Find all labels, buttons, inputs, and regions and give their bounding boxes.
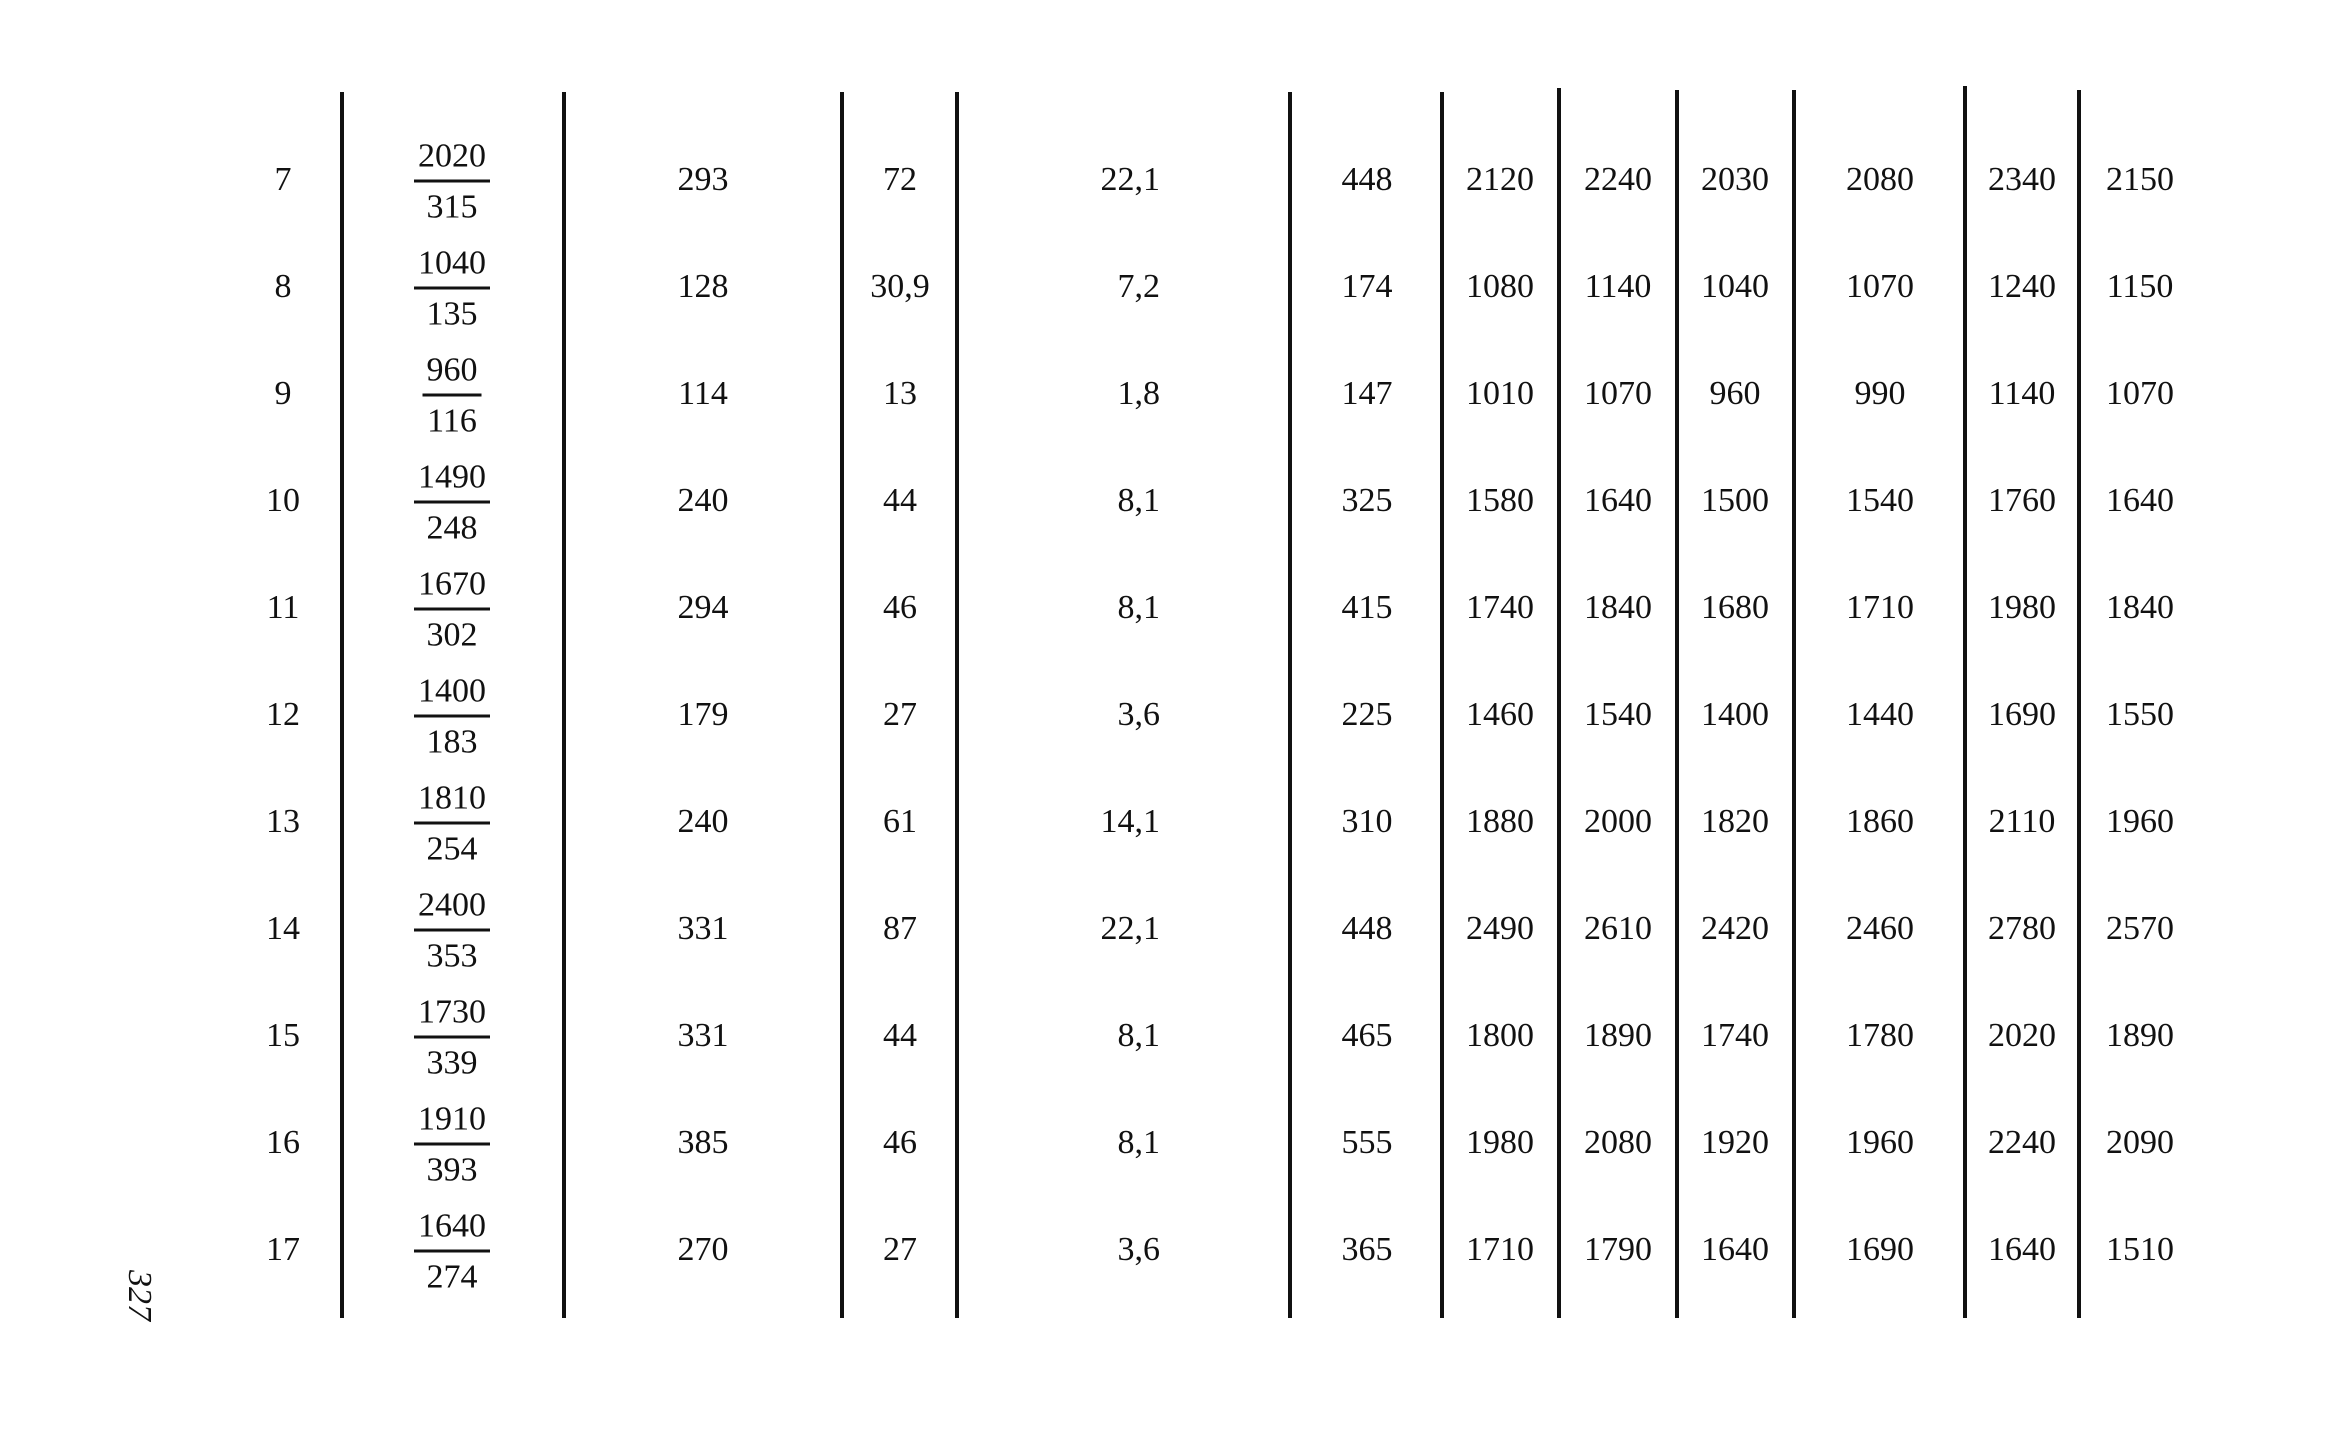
- table-cell-c12: 1640: [2106, 482, 2174, 519]
- table-cell-c5: 3,6: [1117, 1231, 1160, 1268]
- fraction-numerator: 1910: [414, 1103, 490, 1146]
- table-cell-c4: 30,9: [870, 268, 930, 305]
- table-cell-c5: 22,1: [1100, 910, 1160, 947]
- fraction-denominator: 353: [426, 937, 478, 975]
- table-cell-c7: 2120: [1466, 161, 1534, 198]
- table-cell-c8: 2000: [1584, 803, 1652, 840]
- table-cell-c7: 1010: [1466, 375, 1534, 412]
- column-rule: [1288, 92, 1292, 1318]
- row-number: 10: [266, 482, 300, 519]
- table-cell-c11: 1640: [1988, 1231, 2056, 1268]
- table-cell-c8: 1540: [1584, 696, 1652, 733]
- fraction-cell: [414, 244, 490, 333]
- table-cell-c12: 1550: [2106, 696, 2174, 733]
- table-cell-c11: 2340: [1988, 161, 2056, 198]
- fraction-numerator: 1490: [414, 461, 490, 504]
- table-cell-c6: 555: [1341, 1124, 1393, 1161]
- table-cell-c5: 8,1: [1117, 482, 1160, 519]
- fraction-numerator: 1810: [414, 782, 490, 825]
- table-cell-c11: 2020: [1988, 1017, 2056, 1054]
- table-cell-c10: 1440: [1846, 696, 1914, 733]
- column-rule: [840, 92, 844, 1318]
- table-cell-c3: 294: [677, 589, 729, 626]
- table-cell-c12: 2570: [2106, 910, 2174, 947]
- table-cell-c6: 465: [1341, 1017, 1393, 1054]
- table-cell-c4: 87: [883, 910, 917, 947]
- fraction-denominator: 135: [426, 295, 478, 333]
- table-cell-c8: 2240: [1584, 161, 1652, 198]
- fraction-denominator: 302: [426, 616, 478, 654]
- table-cell-c6: 174: [1341, 268, 1393, 305]
- table-cell-c10: 2080: [1846, 161, 1914, 198]
- column-rule: [1675, 90, 1679, 1318]
- fraction-numerator: 1400: [414, 675, 490, 718]
- table-cell-c6: 147: [1341, 375, 1393, 412]
- table-cell-c3: 128: [677, 268, 729, 305]
- table-cell-c11: 1760: [1988, 482, 2056, 519]
- row-number: 17: [266, 1231, 300, 1268]
- table-cell-c10: 2460: [1846, 910, 1914, 947]
- table-cell-c3: 270: [677, 1231, 729, 1268]
- table-cell-c8: 1840: [1584, 589, 1652, 626]
- table-cell-c3: 114: [678, 375, 728, 412]
- table-cell-c3: 240: [677, 482, 729, 519]
- table-cell-c5: 8,1: [1117, 1017, 1160, 1054]
- table-cell-c4: 27: [883, 696, 917, 733]
- table-cell-c9: 1040: [1701, 268, 1769, 305]
- row-number: 13: [266, 803, 300, 840]
- page-number: 327: [121, 1270, 158, 1321]
- table-cell-c6: 225: [1341, 696, 1393, 733]
- table-cell-c9: 2420: [1701, 910, 1769, 947]
- table-cell-c6: 310: [1341, 803, 1393, 840]
- table-cell-c6: 448: [1341, 910, 1393, 947]
- table-cell-c4: 72: [883, 161, 917, 198]
- table-cell-c5: 7,2: [1117, 268, 1160, 305]
- fraction-numerator: 1640: [414, 1210, 490, 1253]
- table-cell-c4: 27: [883, 1231, 917, 1268]
- fraction-cell: [414, 565, 490, 654]
- table-cell-c6: 365: [1341, 1231, 1393, 1268]
- table-cell-c10: 1710: [1846, 589, 1914, 626]
- column-rule: [1440, 92, 1444, 1318]
- table-cell-c5: 8,1: [1117, 1124, 1160, 1161]
- row-number: 7: [274, 161, 292, 198]
- table-cell-c3: 331: [677, 910, 729, 947]
- fraction-cell: [414, 779, 490, 868]
- table-cell-c7: 1880: [1466, 803, 1534, 840]
- row-number: 15: [266, 1017, 300, 1054]
- table-cell-c11: 1690: [1988, 696, 2056, 733]
- table-cell-c11: 1140: [1988, 375, 2056, 412]
- table-cell-c8: 1890: [1584, 1017, 1652, 1054]
- fraction-cell: [414, 137, 490, 226]
- row-number: 11: [266, 589, 300, 626]
- table-cell-c4: 61: [883, 803, 917, 840]
- table-cell-c10: 1690: [1846, 1231, 1914, 1268]
- column-rule: [1963, 86, 1967, 1318]
- row-number: 9: [274, 375, 292, 412]
- table-cell-c5: 1,8: [1117, 375, 1160, 412]
- table-cell-c3: 385: [677, 1124, 729, 1161]
- table-cell-c9: 1740: [1701, 1017, 1769, 1054]
- fraction-cell: [414, 672, 490, 761]
- column-rule: [955, 92, 959, 1318]
- row-number: 12: [266, 696, 300, 733]
- column-rule: [1792, 90, 1796, 1318]
- table-cell-c6: 325: [1341, 482, 1393, 519]
- table-cell-c5: 8,1: [1117, 589, 1160, 626]
- table-cell-c12: 1510: [2106, 1231, 2174, 1268]
- table-cell-c9: 1920: [1701, 1124, 1769, 1161]
- fraction-numerator: 2400: [414, 889, 490, 932]
- table-cell-c11: 2780: [1988, 910, 2056, 947]
- fraction-numerator: 960: [423, 354, 482, 397]
- table-cell-c7: 1980: [1466, 1124, 1534, 1161]
- table-cell-c9: 1500: [1701, 482, 1769, 519]
- table-cell-c7: 1580: [1466, 482, 1534, 519]
- table-cell-c8: 1070: [1584, 375, 1652, 412]
- fraction-cell: [414, 993, 490, 1082]
- fraction-cell: [414, 458, 490, 547]
- table-cell-c3: 240: [677, 803, 729, 840]
- table-cell-c3: 179: [677, 696, 729, 733]
- table-cell-c7: 2490: [1466, 910, 1534, 947]
- table-cell-c7: 1800: [1466, 1017, 1534, 1054]
- table-cell-c6: 448: [1341, 161, 1393, 198]
- table-cell-c5: 3,6: [1117, 696, 1160, 733]
- table-cell-c12: 1960: [2106, 803, 2174, 840]
- table-cell-c10: 1860: [1846, 803, 1914, 840]
- fraction-cell: [423, 351, 482, 440]
- table-cell-c5: 22,1: [1100, 161, 1160, 198]
- fraction-numerator: 1730: [414, 996, 490, 1039]
- table-cell-c3: 331: [677, 1017, 729, 1054]
- table-cell-c7: 1740: [1466, 589, 1534, 626]
- fraction-denominator: 393: [426, 1151, 478, 1189]
- table-cell-c3: 293: [677, 161, 729, 198]
- table-cell-c7: 1080: [1466, 268, 1534, 305]
- table-cell-c8: 2080: [1584, 1124, 1652, 1161]
- column-rule: [340, 92, 344, 1318]
- table-cell-c10: 1960: [1846, 1124, 1914, 1161]
- table-cell-c9: 1820: [1701, 803, 1769, 840]
- table-cell-c11: 2240: [1988, 1124, 2056, 1161]
- table-cell-c11: 1980: [1988, 589, 2056, 626]
- table-cell-c9: 1400: [1701, 696, 1769, 733]
- table-cell-c10: 1780: [1846, 1017, 1914, 1054]
- row-number: 16: [266, 1124, 300, 1161]
- table-cell-c8: 1640: [1584, 482, 1652, 519]
- fraction-denominator: 315: [426, 188, 478, 226]
- table-cell-c4: 44: [883, 482, 917, 519]
- table-cell-c8: 2610: [1584, 910, 1652, 947]
- fraction-denominator: 274: [426, 1258, 478, 1296]
- column-rule: [562, 92, 566, 1318]
- row-number: 8: [274, 268, 292, 305]
- table-cell-c4: 46: [883, 589, 917, 626]
- table-cell-c7: 1460: [1466, 696, 1534, 733]
- table-cell-c9: 2030: [1701, 161, 1769, 198]
- table-cell-c9: 1680: [1701, 589, 1769, 626]
- table-cell-c4: 44: [883, 1017, 917, 1054]
- table-cell-c11: 1240: [1988, 268, 2056, 305]
- table-cell-c8: 1140: [1584, 268, 1652, 305]
- fraction-cell: [414, 1100, 490, 1189]
- table-cell-c12: 2150: [2106, 161, 2174, 198]
- table-cell-c12: 1150: [2106, 268, 2174, 305]
- table-cell-c11: 2110: [1988, 803, 2056, 840]
- fraction-cell: [414, 1207, 490, 1296]
- fraction-numerator: 1040: [414, 247, 490, 290]
- fraction-numerator: 2020: [414, 140, 490, 183]
- table-cell-c9: 960: [1709, 375, 1761, 412]
- column-rule: [1557, 88, 1561, 1318]
- table-cell-c4: 46: [883, 1124, 917, 1161]
- fraction-denominator: 248: [426, 509, 478, 547]
- row-number: 14: [266, 910, 300, 947]
- fraction-cell: [414, 886, 490, 975]
- table-cell-c10: 1070: [1846, 268, 1914, 305]
- column-rule: [2077, 90, 2081, 1318]
- table-cell-c10: 1540: [1846, 482, 1914, 519]
- table-cell-c12: 1840: [2106, 589, 2174, 626]
- table-cell-c12: 1070: [2106, 375, 2174, 412]
- table-cell-c6: 415: [1341, 589, 1393, 626]
- fraction-numerator: 1670: [414, 568, 490, 611]
- fraction-denominator: 116: [427, 402, 477, 440]
- table-cell-c7: 1710: [1466, 1231, 1534, 1268]
- table-cell-c4: 13: [883, 375, 917, 412]
- table-cell-c5: 14,1: [1100, 803, 1160, 840]
- fraction-denominator: 339: [426, 1044, 478, 1082]
- table-cell-c12: 1890: [2106, 1017, 2174, 1054]
- fraction-denominator: 254: [426, 830, 478, 868]
- table-cell-c12: 2090: [2106, 1124, 2174, 1161]
- table-cell-c8: 1790: [1584, 1231, 1652, 1268]
- table-cell-c9: 1640: [1701, 1231, 1769, 1268]
- table-cell-c10: 990: [1854, 375, 1906, 412]
- fraction-denominator: 183: [426, 723, 478, 761]
